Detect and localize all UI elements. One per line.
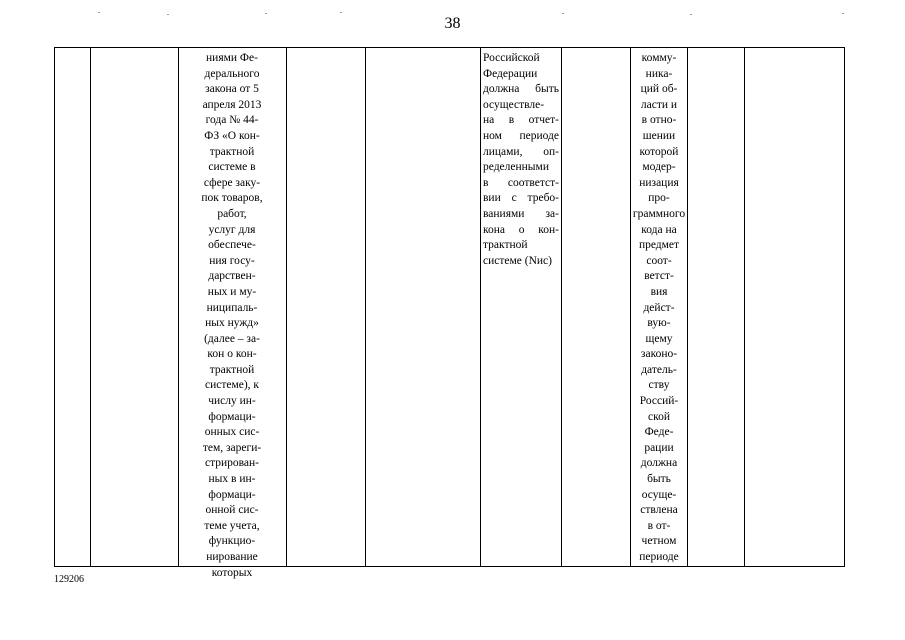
cell-line: осуще- bbox=[641, 488, 677, 501]
scan-mark bbox=[842, 13, 844, 14]
column-divider bbox=[480, 48, 481, 566]
cell-line: трактной bbox=[209, 145, 255, 158]
cell-line: формаци- bbox=[208, 410, 256, 423]
cell-line: комму- bbox=[641, 52, 677, 64]
cell-line: вую- bbox=[647, 317, 671, 330]
document-code: 129206 bbox=[54, 574, 84, 585]
cell-line: рации bbox=[644, 441, 674, 454]
cell-line: ниями Фе- bbox=[206, 52, 258, 64]
cell-line: кона о кон- bbox=[483, 223, 559, 236]
cell-line: работ, bbox=[217, 207, 247, 220]
cell-line: в отно- bbox=[641, 114, 677, 127]
cell-line: ФЗ «О кон- bbox=[204, 129, 260, 142]
cell-line: нирование bbox=[206, 551, 258, 563]
cell-line: числу ин- bbox=[208, 395, 256, 408]
cell-line: пок товаров, bbox=[201, 192, 263, 205]
column-divider bbox=[744, 48, 745, 566]
scan-mark bbox=[562, 13, 564, 14]
cell-line: предмет bbox=[638, 239, 680, 252]
cell-line: Российской bbox=[483, 52, 540, 64]
cell-line: которых bbox=[211, 566, 253, 579]
cell-line: ния госу- bbox=[209, 254, 255, 267]
cell-line: четном bbox=[641, 535, 677, 548]
column-divider bbox=[630, 48, 631, 566]
cell-line: лицами, оп- bbox=[483, 145, 559, 158]
cell-line: трактной bbox=[209, 363, 255, 376]
cell-line: в от- bbox=[647, 519, 671, 532]
cell-line: обеспече- bbox=[208, 239, 256, 252]
cell-line: граммного bbox=[632, 207, 686, 220]
cell-line: дейст- bbox=[643, 301, 675, 314]
scan-mark bbox=[167, 14, 169, 15]
cell-line: ных в ин- bbox=[208, 473, 256, 486]
column-divider bbox=[90, 48, 91, 566]
cell-line: системе в bbox=[208, 161, 256, 174]
cell-line: онных сис- bbox=[204, 426, 260, 439]
column-divider bbox=[286, 48, 287, 566]
cell-line: про- bbox=[648, 192, 670, 205]
cell-line: ределенными bbox=[483, 161, 549, 174]
cell-line: ласти и bbox=[640, 98, 678, 111]
cell-line: ниципаль- bbox=[206, 301, 258, 314]
cell-line: онной сис- bbox=[205, 504, 259, 517]
cell-line: низация bbox=[639, 176, 679, 189]
scan-mark bbox=[340, 12, 342, 13]
scan-mark bbox=[690, 14, 692, 15]
cell-line: ных и му- bbox=[207, 285, 257, 298]
cell-line: вии с требо- bbox=[483, 192, 559, 205]
cell-line: шении bbox=[642, 129, 676, 142]
scan-mark bbox=[98, 12, 100, 13]
cell-line: трактной bbox=[483, 239, 528, 252]
cell-line: кон о кон- bbox=[207, 348, 257, 361]
cell-line: дарствен- bbox=[208, 270, 256, 283]
cell-line: Россий- bbox=[639, 395, 679, 408]
cell-line: должна bbox=[640, 457, 678, 470]
scan-mark bbox=[265, 13, 267, 14]
cell-line: ника- bbox=[645, 67, 673, 80]
cell-line: ской bbox=[647, 410, 670, 423]
cell-line: законо- bbox=[640, 348, 678, 361]
cell-line: на в отчет- bbox=[483, 114, 559, 127]
cell-line: должна быть bbox=[483, 83, 559, 96]
cell-line: сфере заку- bbox=[203, 176, 261, 189]
cell-line: стрирован- bbox=[204, 457, 260, 470]
cell-line: в соответст- bbox=[483, 176, 559, 189]
document-table bbox=[54, 47, 845, 579]
column-divider bbox=[561, 48, 562, 566]
cell-line: кода на bbox=[641, 223, 677, 236]
page-number: 38 bbox=[444, 15, 461, 32]
cell-line: теме учета, bbox=[204, 519, 260, 532]
cell-line: ству bbox=[648, 379, 670, 392]
cell-line: ном периоде bbox=[483, 129, 559, 142]
column-divider bbox=[365, 48, 366, 566]
cell-line: соот- bbox=[646, 254, 672, 267]
cell-line: системе), к bbox=[204, 379, 260, 392]
cell-line: ветст- bbox=[644, 270, 674, 283]
cell-modernization-text bbox=[632, 51, 686, 566]
cell-legal-basis-text bbox=[181, 51, 283, 581]
cell-line: щему bbox=[645, 332, 673, 345]
cell-line: быть bbox=[647, 473, 671, 486]
cell-line: функцио- bbox=[208, 535, 256, 548]
cell-line: которой bbox=[639, 145, 679, 158]
cell-line: ных нужд» bbox=[205, 317, 259, 330]
cell-line: ций об- bbox=[640, 83, 678, 96]
cell-line: системе (Nис) bbox=[483, 254, 552, 267]
cell-line: ствлена bbox=[640, 504, 678, 517]
cell-line: дерального bbox=[204, 67, 260, 80]
cell-line: датель- bbox=[641, 363, 677, 376]
cell-line: вия bbox=[650, 285, 668, 298]
cell-line: года № 44- bbox=[205, 114, 259, 127]
column-divider bbox=[178, 48, 179, 566]
cell-line: осуществле- bbox=[483, 98, 545, 111]
column-divider bbox=[687, 48, 688, 566]
cell-line: ваниями за- bbox=[483, 207, 559, 220]
cell-line: услуг для bbox=[208, 223, 256, 236]
cell-line: (далее – за- bbox=[204, 332, 260, 345]
cell-line: апреля 2013 bbox=[202, 98, 262, 111]
cell-line: закона от 5 bbox=[205, 83, 259, 96]
cell-line: тем, зареги- bbox=[202, 441, 262, 454]
cell-line: модер- bbox=[642, 161, 676, 174]
cell-line: Феде- bbox=[644, 426, 674, 439]
cell-requirement-text bbox=[483, 51, 559, 269]
cell-line: формаци- bbox=[208, 488, 256, 501]
cell-line: Федерации bbox=[483, 67, 538, 80]
cell-line: периоде bbox=[639, 551, 679, 563]
